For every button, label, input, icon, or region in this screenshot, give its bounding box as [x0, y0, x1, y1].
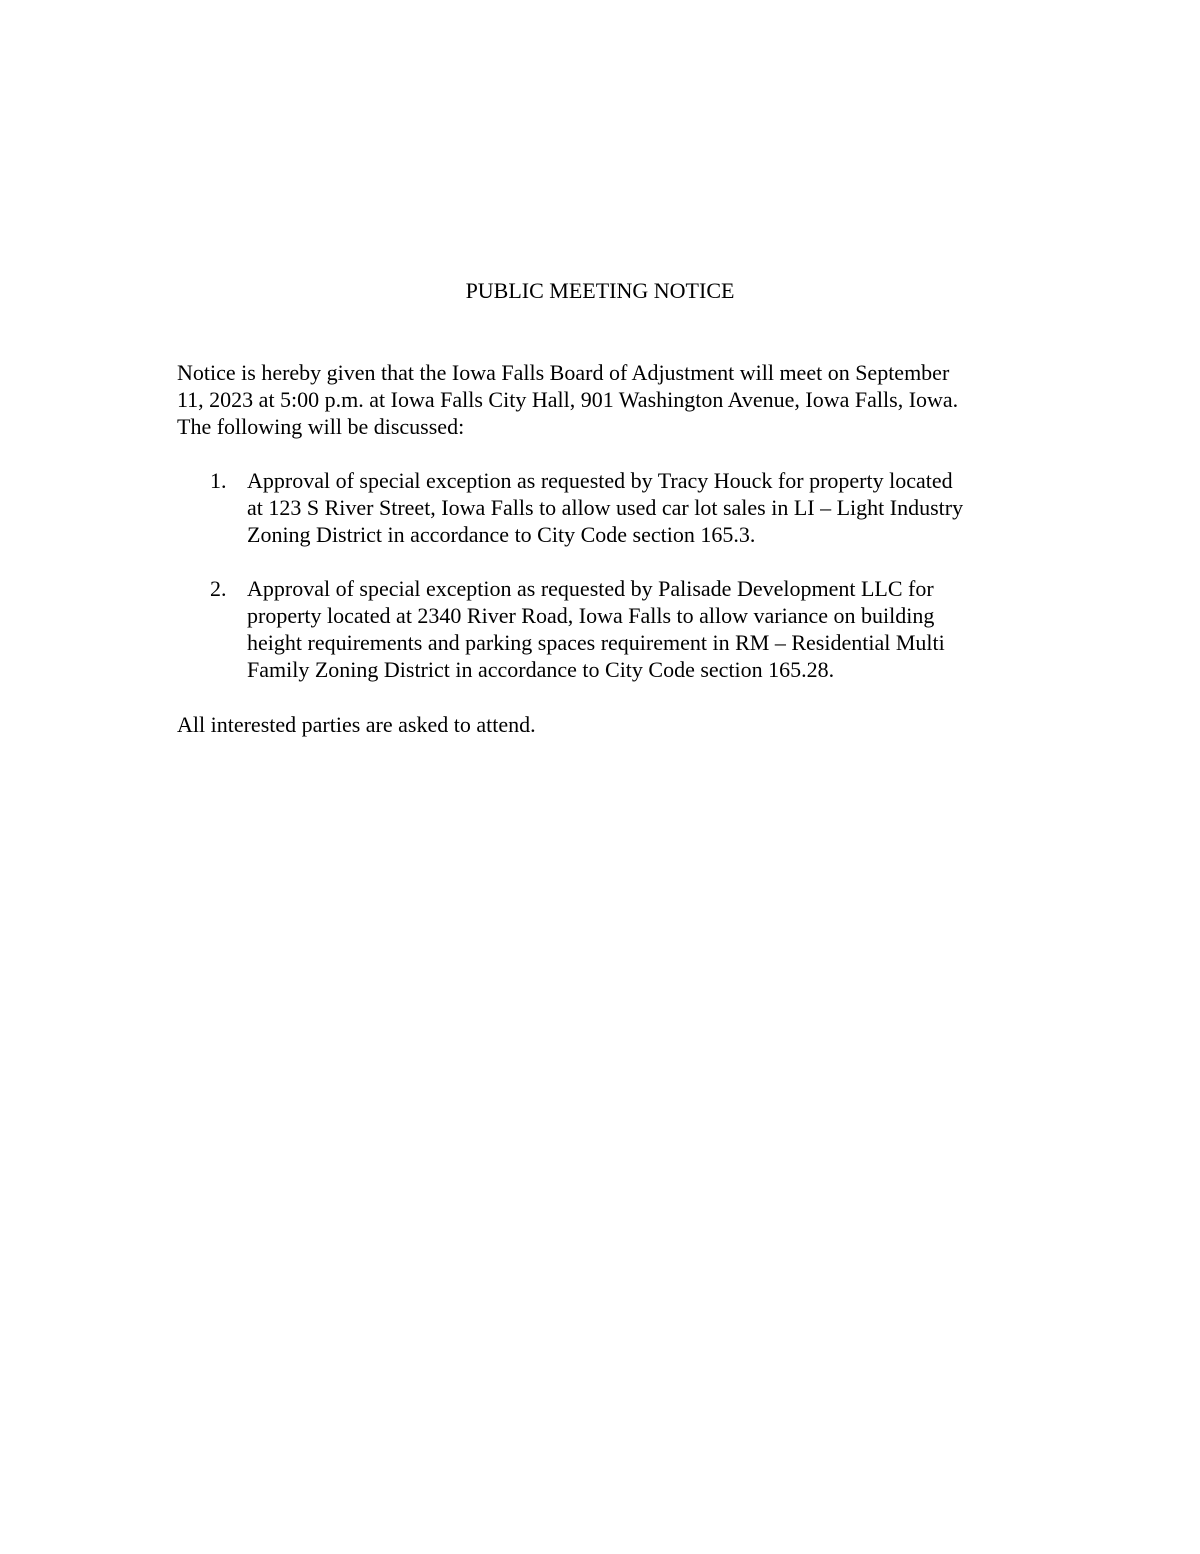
agenda-list [177, 467, 1037, 710]
agenda-item-number: 2. [210, 576, 227, 601]
agenda-item-number: 1. [210, 468, 227, 493]
intro-line: Notice is hereby given that the Iowa Falls Board of Adjustment will meet on September [177, 360, 950, 385]
agenda-item-line: at 123 S River Street, Iowa Falls to allow used car lot sales in LI – Light Industry [247, 495, 964, 520]
notice-title: PUBLIC MEETING NOTICE [465, 278, 735, 303]
intro-line: The following will be discussed: [177, 414, 465, 439]
intro-line: 11, 2023 at 5:00 p.m. at Iowa Falls City Hall, 901 Washington Avenue, Iowa Falls, Iowa. [177, 387, 959, 412]
agenda-item [177, 575, 1037, 683]
closing-paragraph: All interested parties are asked to attend. [177, 712, 536, 737]
agenda-item-line: Approval of special exception as requested by Tracy Houck for property located [247, 468, 953, 493]
agenda-item [177, 467, 1037, 548]
intro-paragraph [177, 359, 1037, 440]
agenda-item-line: height requirements and parking spaces requirement in RM – Residential Multi [247, 630, 945, 655]
agenda-item-line: property located at 2340 River Road, Iowa Falls to allow variance on building [247, 603, 935, 628]
agenda-item-line: Family Zoning District in accordance to City Code section 165.28. [247, 657, 835, 682]
agenda-item-line: Zoning District in accordance to City Code section 165.3. [247, 522, 756, 547]
agenda-item-line: Approval of special exception as requested by Palisade Development LLC for [247, 576, 934, 601]
